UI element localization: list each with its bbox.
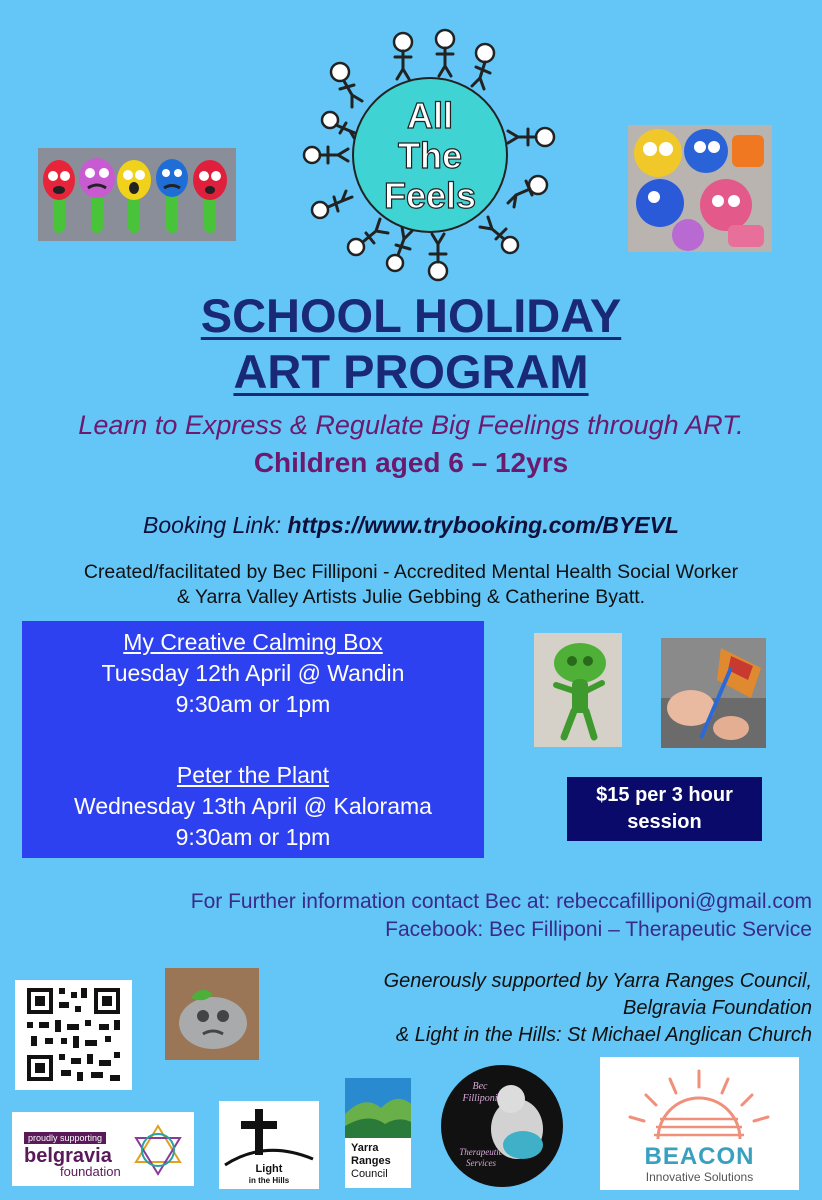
bec-line-3: Therapeutic <box>459 1147 503 1157</box>
support-line-2: Belgravia Foundation <box>622 997 812 1019</box>
credits-line-1: Created/facilitated by Bec Filliponi - Accredited Mental Health Social Worker <box>83 561 739 583</box>
beacon-name: BEACON <box>644 1143 755 1170</box>
session-1-date: Tuesday 12th April @ Wandin <box>101 660 405 686</box>
painted-rock-illustration <box>165 968 259 1060</box>
clay-plates-photo <box>628 125 772 252</box>
beacon-logo <box>600 1057 799 1190</box>
qr-code[interactable] <box>15 980 132 1090</box>
supporters-note <box>252 968 812 1049</box>
yarra-line-1: Yarra <box>351 1142 379 1154</box>
price-badge <box>567 777 762 841</box>
yarra-ranges-council-logo <box>345 1078 411 1188</box>
clay-plates-illustration <box>628 125 772 252</box>
mountains-icon <box>345 1078 411 1138</box>
age-range: Children aged 6 – 12yrs <box>253 447 569 478</box>
logo-text-feels: Feels <box>383 175 477 216</box>
booking-label: Booking Link: <box>143 512 282 538</box>
contact-info <box>52 888 812 944</box>
qr-code-pattern <box>15 980 132 1090</box>
page-title <box>0 288 822 400</box>
session-2-date: Wednesday 13th April @ Kalorama <box>74 793 432 819</box>
session-1-title: My Creative Calming Box <box>123 629 383 655</box>
support-line-3: & Light in the Hills: St Michael Anglican Church <box>395 1024 812 1046</box>
yarra-line-3: Council <box>351 1168 388 1180</box>
bec-filliponi-logo <box>441 1065 563 1187</box>
session-2-title: Peter the Plant <box>176 762 330 788</box>
sessions-box <box>22 621 484 858</box>
belgravia-sub: foundation <box>60 1164 121 1179</box>
support-line-1: Generously supported by Yarra Ranges Council, <box>383 970 812 992</box>
booking-line <box>0 512 822 539</box>
price-line-2: session <box>627 811 702 833</box>
booking-link[interactable]: https://www.trybooking.com/BYEVL <box>287 512 679 538</box>
session-1-time: 9:30am or 1pm <box>175 691 331 717</box>
bec-line-1: Bec <box>472 1081 488 1092</box>
belgravia-name: belgravia <box>24 1145 112 1167</box>
logo-figures-ring <box>300 25 560 285</box>
logo-text-the: The <box>397 135 463 176</box>
painting-box-illustration <box>661 638 766 748</box>
clay-faces-photo <box>38 148 236 241</box>
price-line-1: $15 per 3 hour <box>596 784 733 806</box>
clay-figure-photo <box>534 633 622 747</box>
light-line-2: in the Hills <box>248 1176 290 1185</box>
bec-line-2: Filliponi <box>462 1093 498 1104</box>
belgravia-star-icon <box>130 1122 186 1178</box>
all-the-feels-logo <box>300 25 560 285</box>
light-line-1: Light <box>255 1163 283 1175</box>
contact-email-line[interactable]: For Further information contact Bec at: rebeccafilliponi@gmail.com <box>190 890 812 913</box>
sunrise-icon <box>600 1057 799 1147</box>
clay-figure-illustration <box>534 633 622 747</box>
contact-facebook-line[interactable]: Facebook: Bec Filliponi – Therapeutic Service <box>385 918 812 941</box>
light-in-the-hills-logo <box>219 1101 319 1189</box>
title-line-1: SCHOOL HOLIDAY <box>200 289 622 342</box>
credits <box>0 560 822 610</box>
session-2-time: 9:30am or 1pm <box>175 824 331 850</box>
subtitle: Learn to Express & Regulate Big Feelings through ART. <box>78 410 744 440</box>
logo-text-all: All <box>406 95 454 136</box>
yarra-line-2: Ranges <box>351 1155 391 1167</box>
painted-rock-photo <box>165 968 259 1060</box>
painting-box-photo <box>661 638 766 748</box>
bec-line-4: Services <box>466 1158 496 1168</box>
belgravia-proudly-supporting: proudly supporting <box>24 1132 106 1144</box>
beacon-sub: Innovative Solutions <box>645 1170 754 1184</box>
belgravia-foundation-logo <box>12 1112 194 1186</box>
credits-line-2: & Yarra Valley Artists Julie Gebbing & Catherine Byatt. <box>176 586 646 608</box>
clay-faces-illustration <box>38 148 236 241</box>
title-line-2: ART PROGRAM <box>233 345 589 398</box>
